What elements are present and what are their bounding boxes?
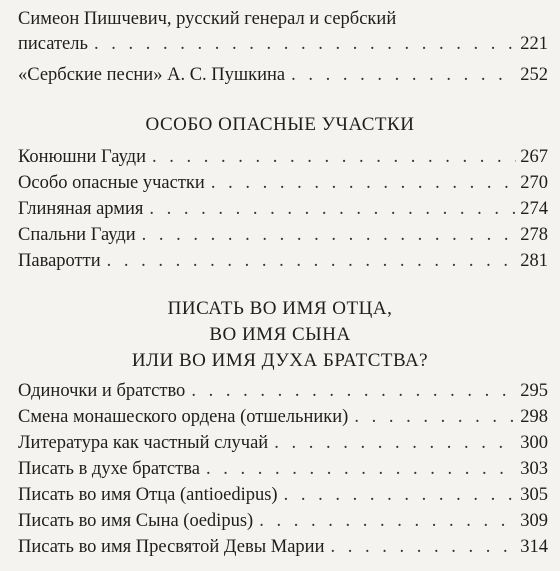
toc-entry-page: 298 [520, 407, 548, 427]
toc-entry [18, 224, 548, 246]
toc-entry [18, 172, 548, 194]
toc-entry-page: 303 [520, 459, 548, 479]
toc-entry [18, 510, 548, 532]
toc-entry [18, 536, 548, 558]
toc-entry-title: Смена монашеского ордена (отшельники) [18, 407, 349, 427]
toc-entry [18, 432, 548, 454]
toc-entry-title: Одиночки и братство [18, 381, 186, 401]
dot-leader [142, 224, 517, 246]
toc-entry-title: Спальни Гауди [18, 225, 136, 245]
toc-entry-page: 295 [520, 381, 548, 401]
toc-entry-page: 309 [520, 511, 548, 531]
toc-entry-page: 300 [520, 433, 548, 453]
toc-entry-title: Литература как частный случай [18, 433, 269, 453]
section-heading-line: ИЛИ ВО ИМЯ ДУХА БРАТСТВА? [131, 350, 429, 371]
toc-entry [18, 8, 548, 55]
toc-entry-page: 267 [520, 147, 548, 167]
toc-entry-title: Писать во имя Пресвятой Девы Марии [18, 537, 325, 557]
section-heading-line: ПИСАТЬ ВО ИМЯ ОТЦА, [167, 298, 393, 319]
section-heading: ОСОБО ОПАСНЫЕ УЧАСТКИ [145, 114, 415, 135]
toc-entry-page: 270 [520, 173, 548, 193]
toc-entry [18, 458, 548, 480]
toc-entry-page: 281 [520, 251, 548, 271]
toc-entry-page: 274 [520, 199, 548, 219]
toc-entry [18, 146, 548, 168]
toc-entry-title: Писать во имя Отца (antioedipus) [18, 485, 278, 505]
dot-leader [330, 536, 516, 558]
dot-leader [211, 172, 516, 194]
toc-entry [18, 64, 548, 86]
toc-entry-title: Паваротти [18, 251, 101, 271]
toc-entry [18, 406, 548, 428]
toc-entry-title: Особо опасные участки [18, 173, 205, 193]
dot-leader [191, 380, 516, 402]
toc-entry [18, 484, 548, 506]
toc-entry-title: Конюшни Гауди [18, 147, 146, 167]
toc-entry-page: 314 [520, 537, 548, 557]
toc-entry [18, 250, 548, 272]
toc-entry-title: Писать в духе братства [18, 459, 200, 479]
toc-entry-page: 221 [520, 34, 548, 54]
dot-leader [152, 146, 516, 168]
dot-leader [284, 484, 517, 506]
dot-leader [274, 432, 516, 454]
toc-entry-title: «Сербские песни» А. С. Пушкина [18, 65, 286, 85]
toc-entry [18, 198, 548, 220]
dot-leader [354, 406, 516, 428]
toc-entry-line1 [18, 8, 548, 30]
toc-entry-page: 278 [520, 225, 548, 245]
toc-entry-page: 252 [520, 65, 548, 85]
toc-entry [18, 380, 548, 402]
dot-leader [94, 33, 516, 55]
toc-entry-page: 305 [520, 485, 548, 505]
dot-leader [259, 510, 516, 532]
toc-entry-title: Писать во имя Сына (oedipus) [18, 511, 254, 531]
dot-leader [149, 198, 516, 220]
toc-entry-title: Глиняная армия [18, 199, 144, 219]
dot-leader [107, 250, 517, 272]
toc-entry-title: писатель [18, 34, 88, 54]
dot-leader [291, 64, 516, 86]
dot-leader [206, 458, 516, 480]
section-heading-line: ВО ИМЯ СЫНА [209, 324, 351, 345]
toc-entry-title-line1: Симеон Пишчевич, русский генерал и сербский [18, 9, 397, 29]
section-heading [0, 296, 560, 374]
